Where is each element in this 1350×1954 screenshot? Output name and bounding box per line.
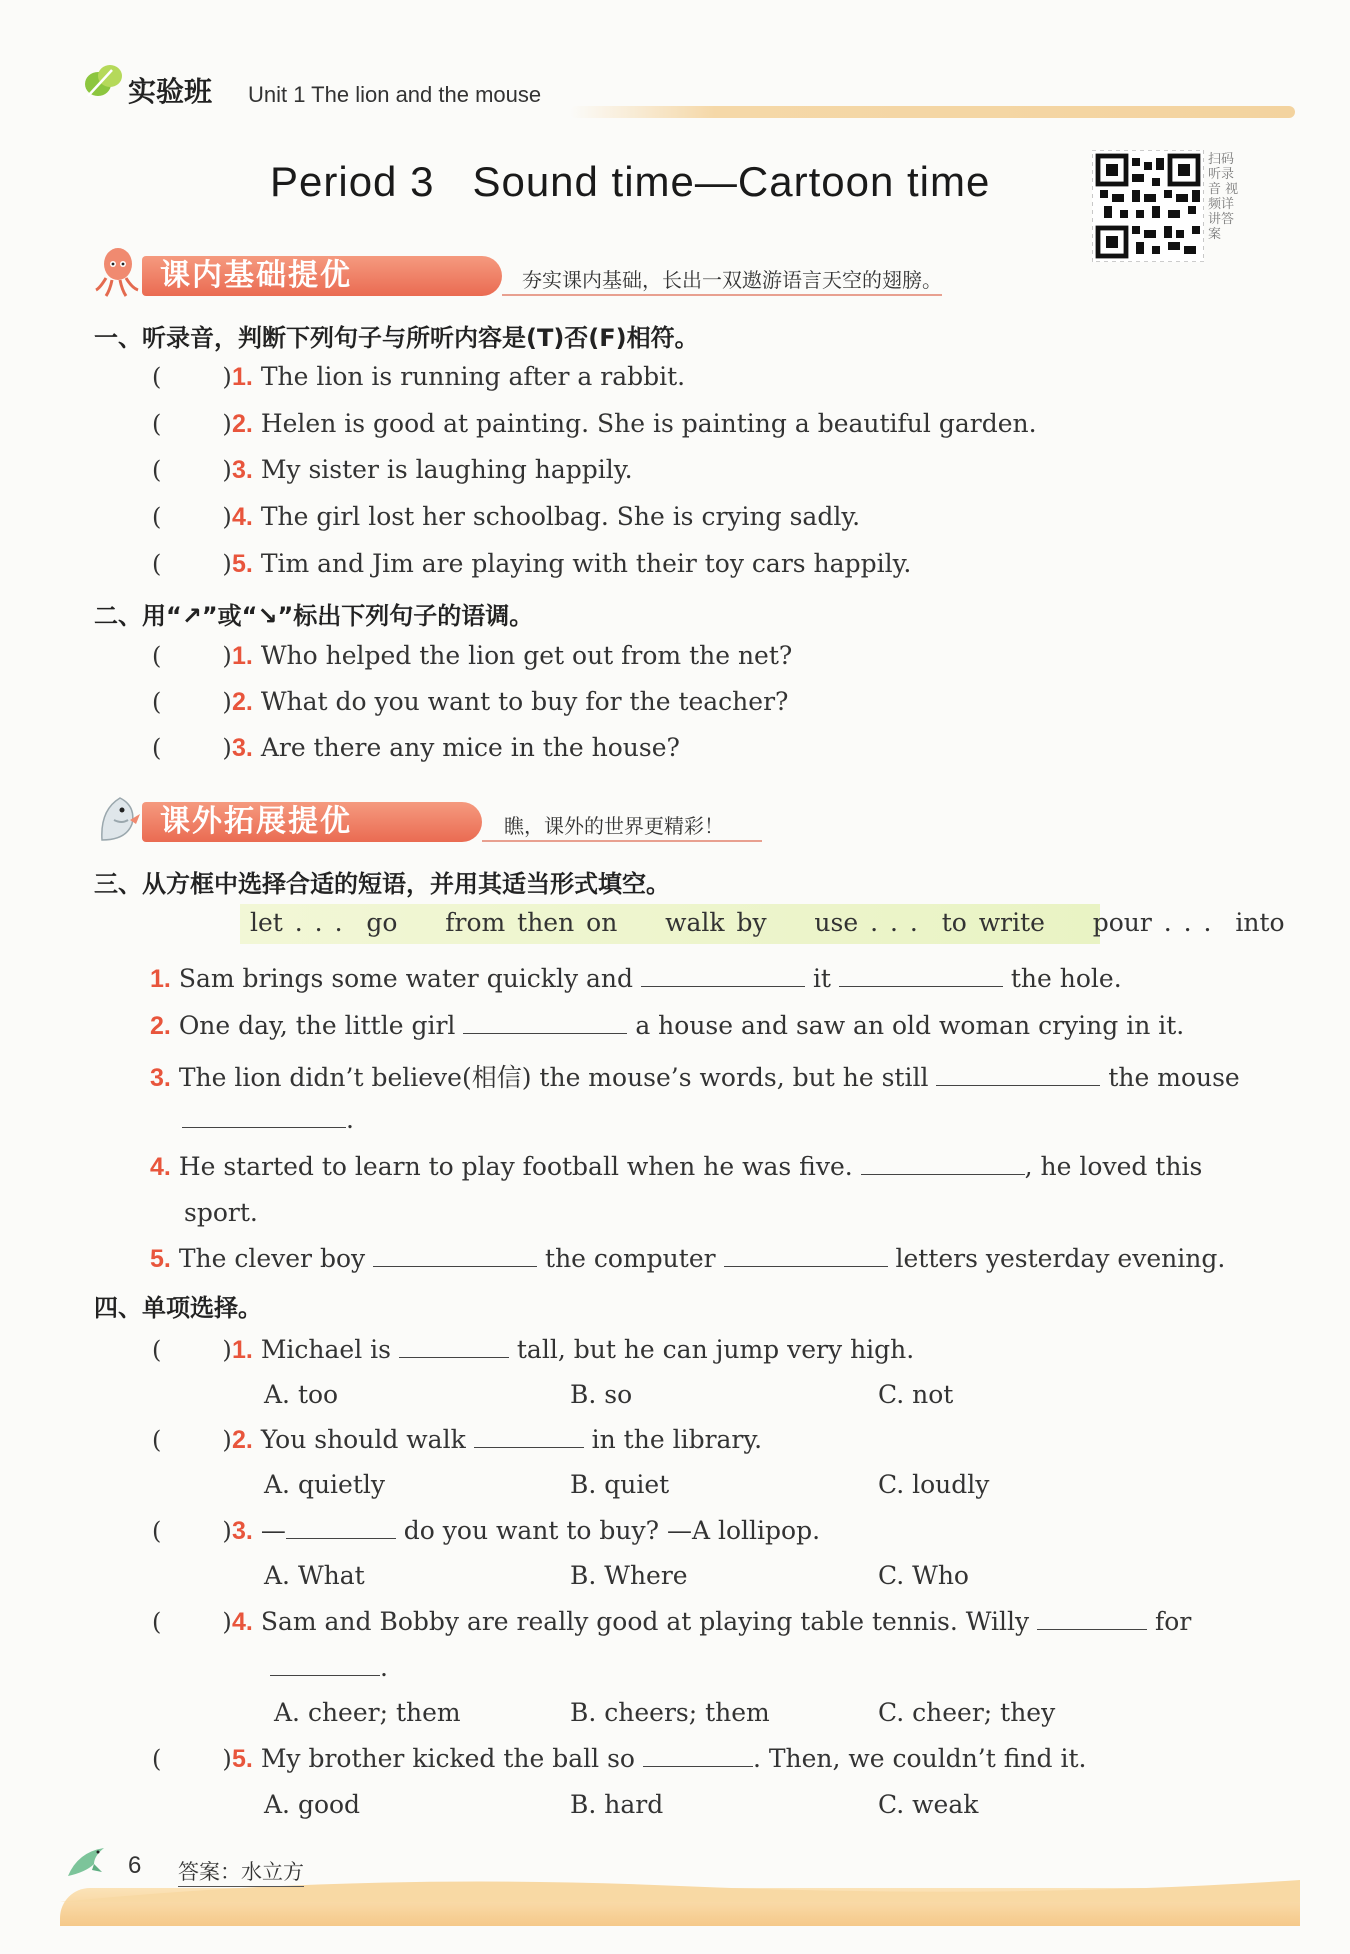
section-1-tagline: 夯实课内基础，长出一双遨游语言天空的翅膀。: [522, 268, 942, 292]
unit-title: Unit 1 The lion and the mouse: [248, 82, 542, 107]
option-a[interactable]: A. What: [264, 1561, 365, 1590]
q4-item-5: 5. My brother kicked the ball so . Then, we couldn’t find it.: [232, 1744, 1087, 1773]
fill-blank[interactable]: [936, 1064, 1100, 1086]
q3-item-4: 4. He started to learn to play football when he was five. , he loved this: [150, 1152, 1203, 1181]
fill-blank[interactable]: [861, 1153, 1025, 1175]
qr-caption: 扫码听录音 视频详讲答案: [1208, 152, 1239, 242]
option-a[interactable]: A. good: [264, 1790, 361, 1819]
q2-item-2: 2. What do you want to buy for the teacher?: [232, 687, 789, 716]
q1-item-1: 1. The lion is running after a rabbit.: [232, 362, 686, 391]
q1-item-3: 3. My sister is laughing happily.: [232, 455, 633, 484]
answer-paren[interactable]: ( ): [152, 642, 232, 670]
dolphin-icon: [64, 1842, 112, 1882]
option-c[interactable]: C. Who: [878, 1561, 969, 1590]
shark-mascot-icon: [92, 790, 148, 846]
option-c[interactable]: C. loudly: [878, 1470, 990, 1499]
qr-code-icon[interactable]: [1092, 150, 1204, 262]
q4-item-4-cont: .: [270, 1653, 388, 1682]
option-b[interactable]: B. cheers; them: [570, 1698, 770, 1727]
fill-blank[interactable]: [463, 1012, 627, 1034]
answer-paren[interactable]: ( ): [152, 688, 232, 716]
page-number: 6: [128, 1852, 142, 1879]
fill-blank[interactable]: [1037, 1608, 1147, 1630]
fill-blank[interactable]: [182, 1106, 346, 1128]
q2-item-1: 1. Who helped the lion get out from the net?: [232, 641, 793, 670]
q3-item-1: 1. Sam brings some water quickly and it the hole.: [150, 964, 1122, 993]
fill-blank[interactable]: [399, 1336, 509, 1358]
answer-paren[interactable]: ( ): [152, 734, 232, 762]
page-title: Period 3 Sound time—Cartoon time: [270, 158, 991, 205]
section-1-underline: [502, 294, 942, 296]
q1-heading: 一、听录音，判断下列句子与所听内容是(T)否(F)相符。: [94, 324, 699, 352]
section-banner-2: [92, 798, 724, 842]
q3-item-5: 5. The clever boy the computer letters yesterday evening.: [150, 1244, 1226, 1273]
section-2-underline: [482, 840, 762, 842]
answer-paren[interactable]: ( ): [152, 1426, 232, 1454]
option-a[interactable]: A. too: [264, 1380, 339, 1409]
q1-item-5: 5. Tim and Jim are playing with their toy cars happily.: [232, 549, 912, 578]
q4-item-3: 3. — do you want to buy? —A lollipop.: [232, 1516, 821, 1545]
fill-blank[interactable]: [724, 1245, 888, 1267]
fill-blank[interactable]: [641, 965, 805, 987]
answer-paren[interactable]: ( ): [152, 1608, 232, 1636]
fill-blank[interactable]: [373, 1245, 537, 1267]
answer-paren[interactable]: ( ): [152, 363, 232, 391]
fill-blank[interactable]: [286, 1517, 396, 1539]
option-a[interactable]: A. cheer; them: [274, 1698, 461, 1727]
fill-blank[interactable]: [839, 965, 1003, 987]
brand-name: 实验班: [128, 75, 213, 108]
answer-paren[interactable]: ( ): [152, 503, 232, 531]
answer-paren[interactable]: ( ): [152, 1336, 232, 1364]
q2-heading: 二、用“↗”或“↘”标出下列句子的语调。: [94, 602, 534, 630]
header-decor-band: [570, 106, 1295, 118]
q3-heading: 三、从方框中选择合适的短语，并用其适当形式填空。: [94, 870, 670, 898]
option-b[interactable]: B. Where: [570, 1561, 688, 1590]
answer-paren[interactable]: ( ): [152, 550, 232, 578]
q2-item-3: 3. Are there any mice in the house?: [232, 733, 680, 762]
q3-item-3: 3. The lion didn’t believe(相信) the mouse’s words, but he still the mouse: [150, 1063, 1240, 1092]
q4-heading: 四、单项选择。: [94, 1294, 262, 1322]
fill-blank[interactable]: [270, 1654, 380, 1676]
option-c[interactable]: C. weak: [878, 1790, 979, 1819]
option-b[interactable]: B. quiet: [570, 1470, 670, 1499]
q4-item-2: 2. You should walk in the library.: [232, 1425, 763, 1454]
option-c[interactable]: C. not: [878, 1380, 954, 1409]
option-b[interactable]: B. hard: [570, 1790, 664, 1819]
section-2-title: 课外拓展提优: [142, 802, 482, 842]
section-2-tagline: 瞧，课外的世界更精彩！: [504, 814, 724, 838]
q4-item-1: 1. Michael is tall, but he can jump very high.: [232, 1335, 915, 1364]
q3-item-2: 2. One day, the little girl a house and saw an old woman crying in it.: [150, 1011, 1185, 1040]
option-c[interactable]: C. cheer; they: [878, 1698, 1056, 1727]
q1-item-2: 2. Helen is good at painting. She is painting a beautiful garden.: [232, 409, 1037, 438]
answer-paren[interactable]: ( ): [152, 1745, 232, 1773]
answer-key-label: 答案：水立方: [178, 1856, 304, 1887]
q1-item-4: 4. The girl lost her schoolbag. She is crying sadly.: [232, 502, 861, 531]
section-1-title: 课内基础提优: [142, 256, 502, 296]
section-banner-1: [92, 252, 942, 296]
q3-item-4-cont: sport.: [184, 1198, 258, 1227]
q3-item-3-cont: .: [182, 1105, 354, 1134]
leaf-logo-icon: [82, 62, 124, 100]
fill-blank[interactable]: [474, 1426, 584, 1448]
word-box-phrases: let . . . go from then on walk by use . . . to write pour . . . into: [250, 908, 1285, 937]
answer-paren[interactable]: ( ): [152, 456, 232, 484]
option-a[interactable]: A. quietly: [264, 1470, 386, 1499]
answer-paren[interactable]: ( ): [152, 410, 232, 438]
option-b[interactable]: B. so: [570, 1380, 633, 1409]
q4-item-4: 4. Sam and Bobby are really good at playing table tennis. Willy for: [232, 1607, 1192, 1636]
squid-mascot-icon: [92, 244, 148, 300]
answer-paren[interactable]: ( ): [152, 1517, 232, 1545]
fill-blank[interactable]: [643, 1745, 753, 1767]
